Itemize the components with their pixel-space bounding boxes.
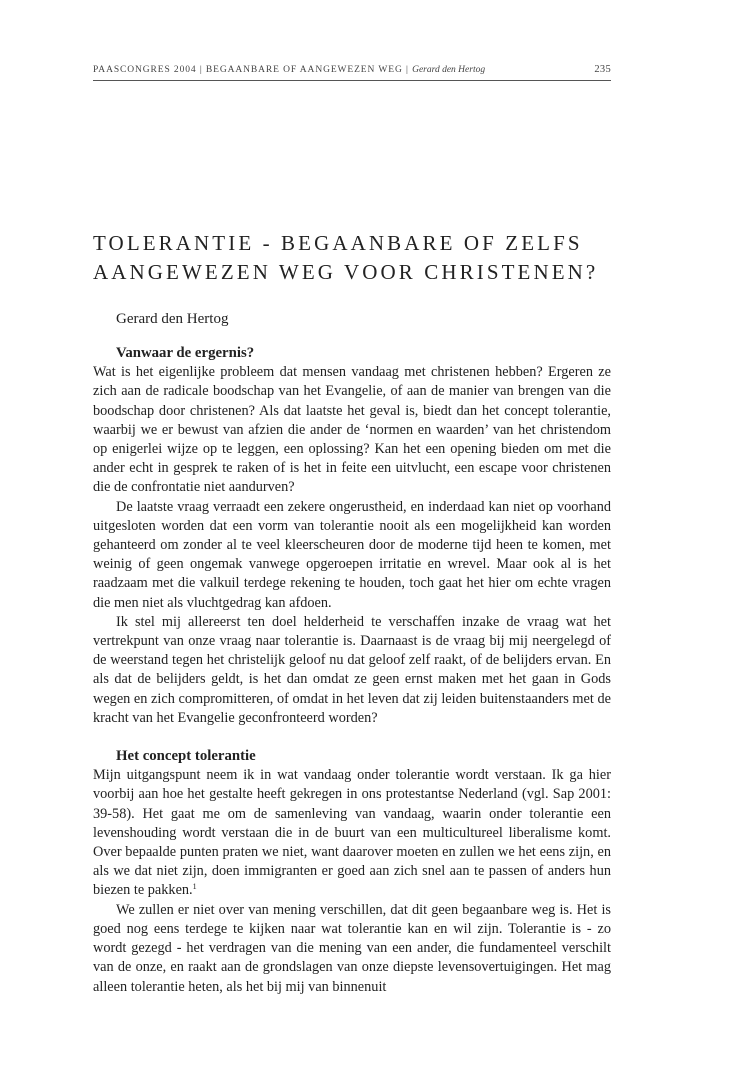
paragraph — [93, 766, 611, 900]
paragraph-text: Mijn uitgangspunt neem ik in wat vandaag onder tolerantie wordt verstaan. Ik ga hier voorbij aan hoe het gestalte heeft gekregen in ons protestantse Nederland (vgl. Sap 2001: 39-58). Het gaat me om de samenleving van vandaag, waarin onder tolerantie een levenshouding wordt verstaan die in de buurt van een multicultureel liberalisme komt. Over bepaalde punten praten we niet, want daarover moeten en zullen we het eens zijn, en als we dat niet zijn, doen immigranten er goed aan zich snel aan te passen of anders hun biezen te pakken. — [93, 767, 611, 899]
paragraph: We zullen er niet over van mening verschillen, dat dit geen begaanbare weg is. Het is goed nog eens terdege te kijken naar wat tolerantie kan en wil zijn. Tolerantie is - zo wordt gezegd - het verdragen van die mening van een ander, die fundamenteel verschilt van de onze, en raakt aan de grondslagen van onze diepste levensovertuigingen. Het mag alleen tolerantie heten, als het bij mij van binnenuit — [93, 901, 611, 995]
article-title-line-1: TOLERANTIE - BEGAANBARE OF ZELFS — [93, 231, 583, 255]
article-title-line-2: AANGEWEZEN WEG VOOR CHRISTENEN? — [93, 260, 599, 284]
paragraph: De laatste vraag verraadt een zekere ongerustheid, en inderdaad kan niet op voorhand uitgesloten worden dat een vorm van tolerantie nooit als een mogelijkheid kan worden gehanteerd om zonder al te veel kleerscheuren door de moderne tijd heen te komen, met weinig of geen ongemak vanwege opgeroepen irritatie en wrevel. Maar ook al is het raadzaam met die valkuil terdege rekening te houden, toch gaat het hier om echte vragen die men niet als vluchtgedrag kan afdoen. — [93, 498, 611, 611]
paragraph: Wat is het eigenlijke probleem dat mensen vandaag met christenen hebben? Ergeren ze zich aan de radicale boodschap van het Evangelie, of aan de manier van brengen van die boodschap door christenen? Als dat laatste het geval is, biedt dan het concept tolerantie, waarbij we er bewust van afzien die ander de ‘normen en waarden’ van het christendom op enigerlei wijze op te leggen, een oplossing? Kan het een opening bieden om met die ander echt in gesprek te raken of is het in feite een uitvlucht, een escape voor christenen die de confrontatie niet aandurven? — [93, 364, 611, 496]
article-author: Gerard den Hertog — [116, 311, 229, 327]
running-head-subtitle: BEGAANBARE OF AANGEWEZEN WEG — [205, 65, 403, 75]
section-heading: Vanwaar de ergernis? — [116, 345, 255, 361]
article-body — [93, 344, 611, 997]
header-rule — [93, 80, 611, 81]
running-head-separator: | — [196, 65, 206, 75]
footnote-marker[interactable]: 1 — [192, 882, 197, 892]
paragraph: Ik stel mij allereerst ten doel helderheid te verschaffen inzake de vraag wat het vertrekpunt van onze vraag naar tolerantie is. Daarnaast is de vraag bij mij neergelegd of de weerstand tegen het christelijk geloof nu dat geloof zelf raakt, of de belijders ervan. En als dat de belijders geldt, is het dan omdat ze geen ernst maken met het gaan in Gods wegen en zich compromitteren, of omdat in het leven dat zij leiden buitenstaanders met de kracht van het Evangelie geconfronteerd worden? — [93, 613, 611, 726]
running-head-text — [93, 65, 485, 75]
article-title — [93, 229, 623, 287]
running-head-conference: PAASCONGRES 2004 — [93, 65, 197, 75]
running-head — [93, 64, 611, 75]
running-head-separator: | — [402, 65, 413, 75]
running-head-author: Gerard den Hertog — [412, 65, 486, 75]
section-heading: Het concept tolerantie — [116, 748, 256, 765]
page-number: 235 — [594, 64, 611, 75]
